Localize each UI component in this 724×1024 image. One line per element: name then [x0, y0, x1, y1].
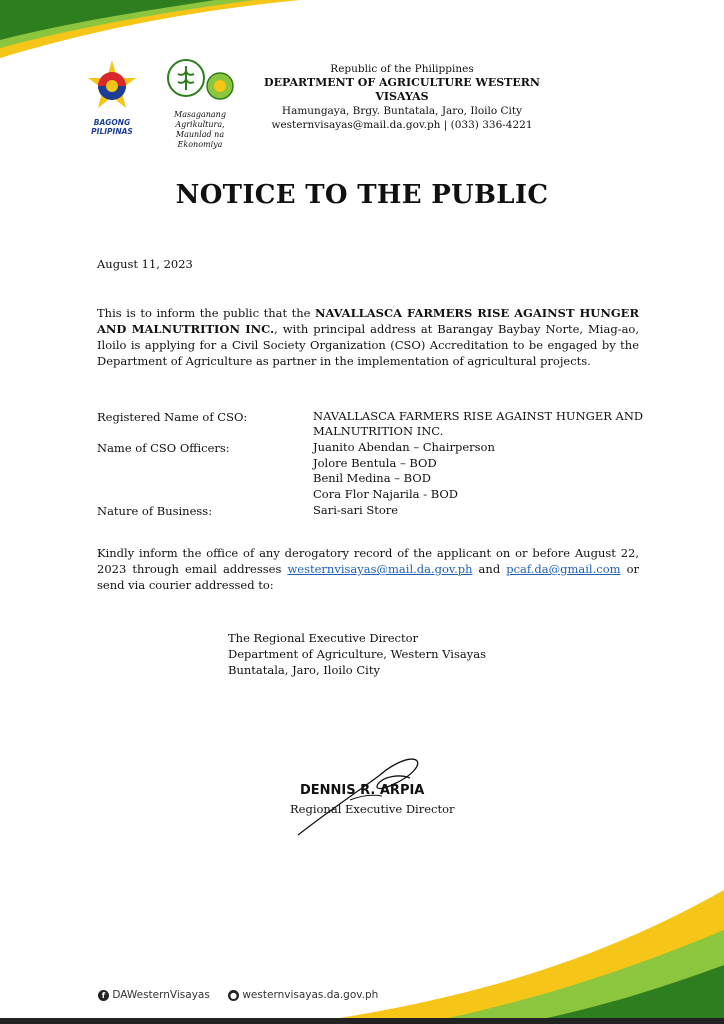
- da-seal-icon: [160, 56, 240, 106]
- intro-paragraph: [97, 305, 639, 369]
- officer-item: Juanito Abendan – Chairperson: [313, 440, 495, 454]
- officers-label: Name of CSO Officers:: [97, 441, 230, 455]
- republic-line: Republic of the Philippines: [330, 63, 474, 75]
- closing-text-3: or send via courier addressed to:: [97, 562, 640, 592]
- email-link-western-visayas[interactable]: westernvisayas@mail.da.gov.ph: [287, 562, 473, 576]
- officer-item: Cora Flor Najarila - BOD: [313, 487, 459, 501]
- website-url: westernvisayas.da.gov.ph: [242, 989, 379, 1001]
- officer-item: Benil Medina – BOD: [313, 471, 431, 485]
- business-value: Sari-sari Store: [313, 503, 399, 517]
- top-decorative-swoosh: [0, 0, 724, 60]
- bottom-decorative-swoosh: [0, 880, 724, 1024]
- sun-star-emblem-icon: [74, 56, 150, 114]
- facebook-handle: DAWesternVisayas: [112, 989, 210, 1001]
- page-title: NOTICE TO THE PUBLIC: [175, 180, 549, 210]
- da-tagline-2: Maunlad na Ekonomiya: [175, 130, 225, 149]
- reg-name-value-2: MALNUTRITION INC.: [313, 424, 444, 438]
- officer-item: Jolore Bentula – BOD: [313, 456, 437, 470]
- notice-date: August 11, 2023: [97, 257, 193, 271]
- department-line: DEPARTMENT OF AGRICULTURE WESTERN VISAYAS: [264, 76, 540, 103]
- intro-text-1: This is to inform the public that the: [97, 306, 316, 320]
- letterhead: [252, 62, 552, 132]
- intro-text-2: , with principal address at Barangay Baybay Norte, Miag-ao, Iloilo is applying for a Civil Society Organization (CSO) Accreditation to be engaged by the Department of Agriculture as partner in the implementation of agricultural projects.: [97, 322, 640, 368]
- address-block: [228, 630, 486, 678]
- address-line: Hamungaya, Brgy. Buntatala, Jaro, Iloilo City: [281, 105, 523, 117]
- signatory-position: Regional Executive Director: [290, 802, 455, 816]
- globe-icon: ●: [228, 990, 239, 1001]
- reg-name-label: Registered Name of CSO:: [97, 410, 248, 424]
- bagong-pilipinas-text: BAGONG PILIPINAS: [91, 118, 133, 136]
- reg-name-value-1: NAVALLASCA FARMERS RISE AGAINST HUNGER AND: [313, 409, 644, 423]
- facebook-icon: f: [98, 990, 109, 1001]
- da-logo-group: [160, 56, 240, 149]
- signatory-name: DENNIS R. ARPIA: [300, 783, 425, 798]
- address-line-3: Buntatala, Jaro, Iloilo City: [228, 663, 380, 677]
- address-line-2: Department of Agriculture, Western Visayas: [228, 647, 486, 661]
- footer-website[interactable]: [228, 989, 378, 1001]
- business-label: Nature of Business:: [97, 504, 213, 518]
- org-name-bold: NAVALLASCA FARMERS RISE AGAINST HUNGER AND MALNUTRITION INC.: [97, 306, 639, 336]
- address-line-1: The Regional Executive Director: [228, 631, 419, 645]
- email-link-pcaf[interactable]: pcaf.da@gmail.com: [506, 562, 621, 576]
- closing-paragraph: [97, 545, 639, 593]
- footer-facebook[interactable]: [98, 989, 210, 1001]
- closing-text-2: and: [472, 562, 507, 576]
- da-tagline-1: Masaganang Agrikultura,: [174, 110, 226, 129]
- closing-text-1: Kindly inform the office of any derogatory record of the applicant on or before August 22, 2023 through email addresses: [97, 546, 639, 576]
- bagong-pilipinas-logo: [74, 56, 150, 136]
- contact-line: westernvisayas@mail.da.gov.ph | (033) 336-4221: [271, 119, 533, 131]
